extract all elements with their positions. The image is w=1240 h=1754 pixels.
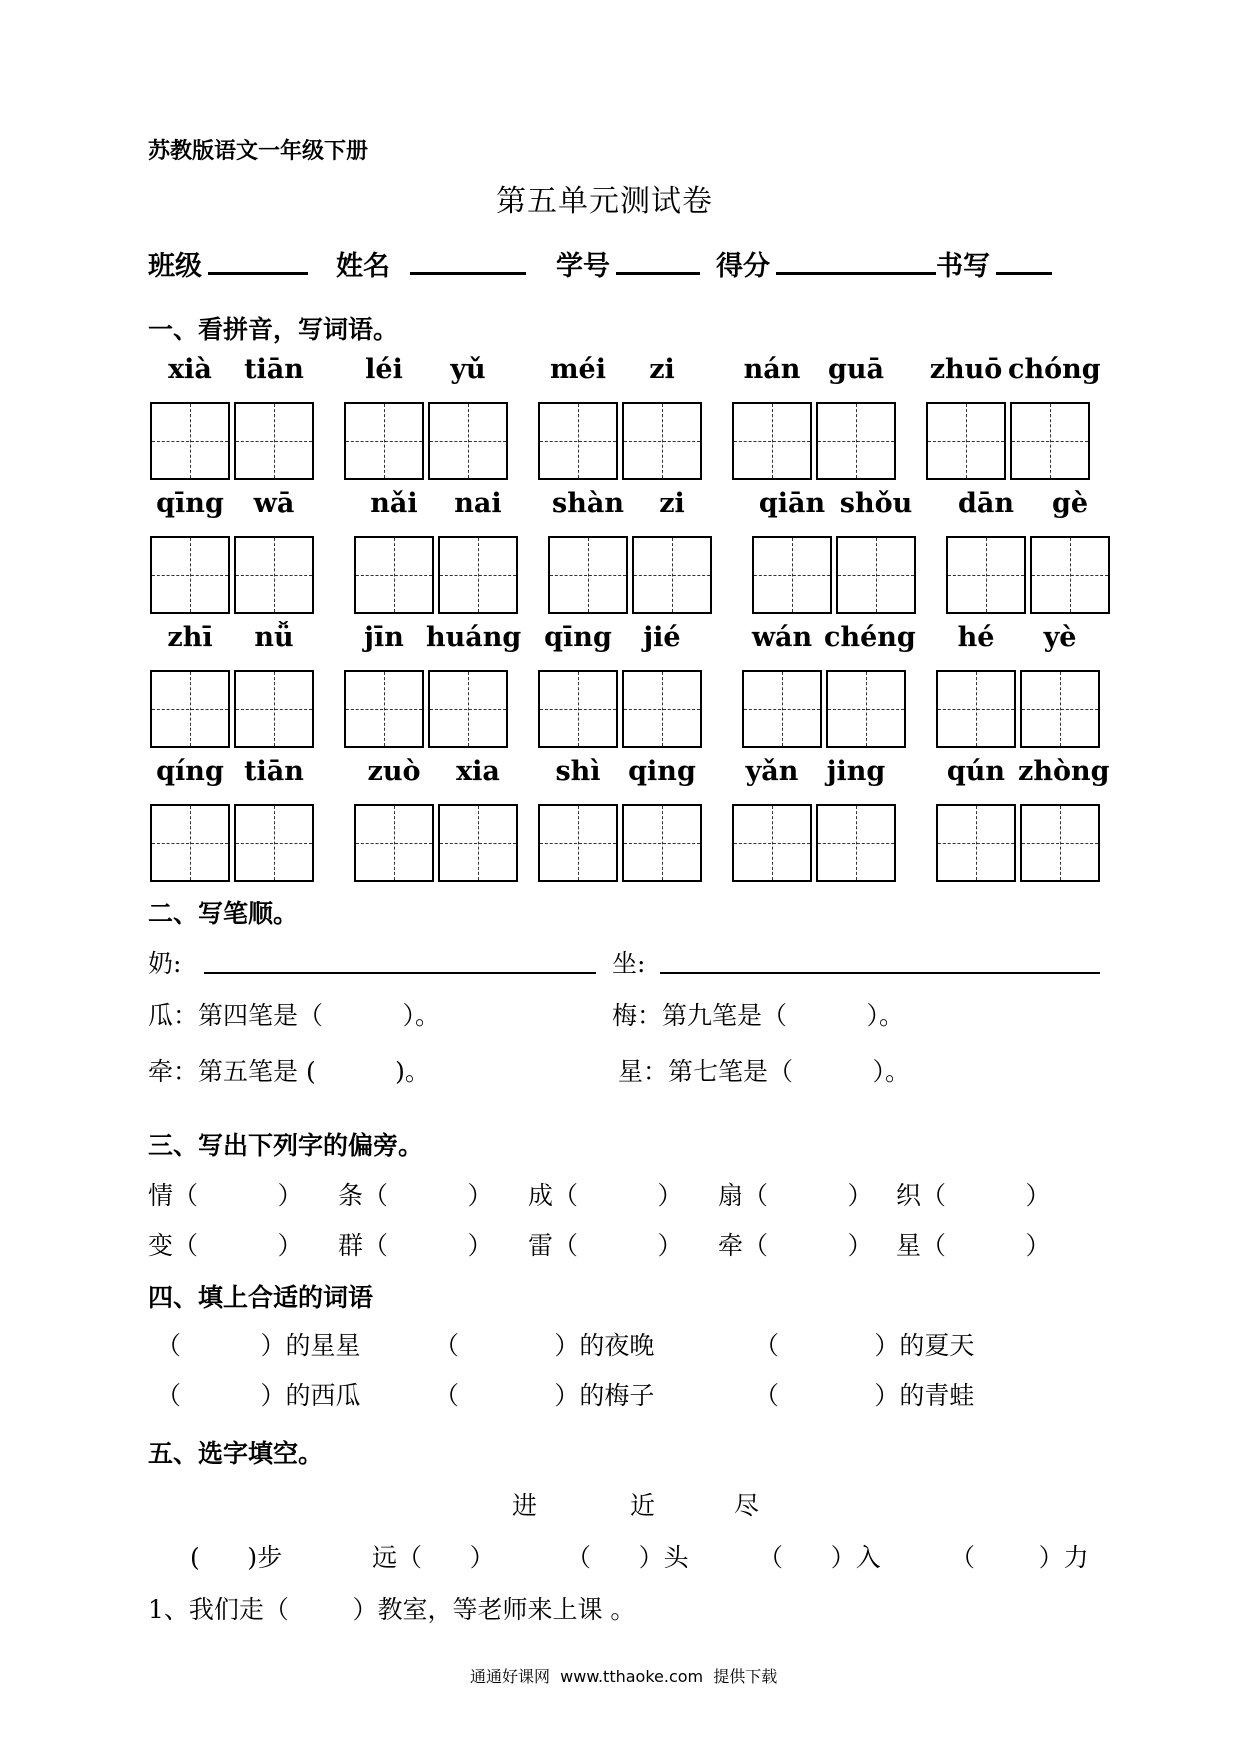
writing-box[interactable] [538,804,618,882]
writing-box[interactable] [936,670,1016,748]
section4-heading: 四、填上合适的词语 [148,1283,374,1312]
writing-box[interactable] [150,670,230,748]
radical-char: 群 [338,1231,364,1260]
writing-box[interactable] [150,804,230,882]
section5-heading: 五、选字填空。 [148,1439,324,1468]
writing-box[interactable] [548,536,628,614]
pinyin-label: léi [365,354,403,385]
pinyin-label: shǒu [839,488,913,519]
fill-item-li: （ ）力 [950,1543,1089,1572]
stroke-question-xing: 星：第七笔是（ ）。 [618,1057,910,1086]
phrase-word: 的梅子 [579,1381,655,1410]
page-title: 第五单元测试卷 [496,184,713,219]
radical-item [528,1226,682,1262]
pinyin-label: jīn [364,622,404,653]
pinyin-label: yǎn [745,756,799,787]
radical-blank[interactable]: （ ） [553,1231,683,1260]
radical-blank[interactable]: （ ） [743,1231,873,1260]
pinyin-label: jing [826,756,886,787]
writing-box[interactable] [622,804,702,882]
writing-box[interactable] [826,670,906,748]
pinyin-label: tiān [244,756,304,787]
radical-item [148,1176,302,1212]
radical-item [338,1176,492,1212]
radical-item [528,1176,682,1212]
radical-item [896,1176,1050,1212]
writing-box[interactable] [622,670,702,748]
pinyin-label: nán [743,354,801,385]
class-label: 班级 [148,251,202,282]
pinyin-label: dān [957,488,1014,519]
writing-box[interactable] [1030,536,1110,614]
score-blank[interactable] [776,272,936,275]
footer-credit: 通通好课网 www.tthaoke.com 提供下载 [470,1667,778,1686]
radical-char: 织 [896,1181,922,1210]
writing-box[interactable] [836,536,916,614]
fill-item-ru: （ ）入 [758,1543,881,1572]
radical-blank[interactable]: （ ） [921,1231,1051,1260]
phrase-word: 的青蛙 [899,1381,975,1410]
phrase-item [156,1326,360,1362]
pinyin-label: zi [659,488,685,519]
radical-blank[interactable]: （ ） [173,1231,303,1260]
radical-blank[interactable]: （ ） [363,1181,493,1210]
student-number-label: 学号 [556,251,610,282]
name-label: 姓名 [336,251,390,282]
radical-char: 情 [148,1181,174,1210]
writing-box[interactable] [538,402,618,480]
writing-box[interactable] [234,804,314,882]
pinyin-label: tiān [244,354,304,385]
phrase-blank[interactable]: （ ） [434,1381,580,1410]
writing-box[interactable] [438,804,518,882]
writing-box[interactable] [1010,402,1090,480]
radical-blank[interactable]: （ ） [173,1181,303,1210]
radical-item [718,1226,872,1262]
stroke-order-nai-label: 奶: [148,949,182,978]
radical-blank[interactable]: （ ） [363,1231,493,1260]
pinyin-label: zhuō [929,354,1003,385]
writing-box[interactable] [742,670,822,748]
radical-item [896,1226,1050,1262]
pinyin-label: méi [549,354,606,385]
writing-box[interactable] [150,536,230,614]
radical-char: 变 [148,1231,174,1260]
writing-box[interactable] [732,402,812,480]
pinyin-label: xià [168,354,212,385]
phrase-item [754,1376,974,1412]
stroke-order-zuo-blank[interactable] [660,972,1100,974]
fill-item-yuan: 远（ ） [372,1543,495,1572]
phrase-word: 的夜晚 [579,1331,655,1360]
writing-box[interactable] [622,402,702,480]
radical-blank[interactable]: （ ） [553,1181,683,1210]
pinyin-label: qing [628,756,696,787]
stroke-order-nai-blank[interactable] [204,972,596,974]
pinyin-label: qīng [544,622,612,653]
writing-box[interactable] [234,402,314,480]
section2-heading: 二、写笔顺。 [148,899,299,928]
phrase-item [434,1326,654,1362]
writing-box[interactable] [816,804,896,882]
writing-box[interactable] [428,402,508,480]
score-label: 得分 [716,251,770,282]
section3-heading: 三、写出下列字的偏旁。 [148,1131,424,1160]
phrase-item [754,1326,974,1362]
phrase-item [434,1376,654,1412]
student-number-blank[interactable] [616,272,700,275]
pinyin-label: shàn [552,488,624,519]
writing-box[interactable] [438,536,518,614]
phrase-blank[interactable]: （ ） [156,1331,286,1360]
pinyin-label: qīng [156,488,224,519]
choice-jin-near: 近 [630,1491,656,1520]
series-label: 苏教版语文一年级下册 [148,139,369,164]
writing-box[interactable] [428,670,508,748]
radical-blank[interactable]: （ ） [921,1181,1051,1210]
pinyin-label: shì [555,756,601,787]
pinyin-label: wán [751,622,813,653]
radical-item [338,1226,492,1262]
pinyin-label: chóng [1008,354,1101,385]
writing-box[interactable] [1020,670,1100,748]
pinyin-label: gè [1051,488,1089,519]
pinyin-label: zhī [167,622,213,653]
writing-box[interactable] [538,670,618,748]
phrase-blank[interactable]: （ ） [434,1331,580,1360]
writing-box[interactable] [234,536,314,614]
phrase-item [156,1376,360,1412]
pinyin-label: yè [1043,622,1077,653]
phrase-word: 的星星 [285,1331,361,1360]
writing-box[interactable] [354,536,434,614]
fill-sentence-1: 1、我们走（ ）教室，等老师来上课 。 [148,1595,636,1624]
phrase-blank[interactable]: （ ） [754,1331,900,1360]
stroke-question-gua: 瓜：第四笔是（ ）。 [148,1001,440,1030]
choice-jin-exhaust: 尽 [734,1491,760,1520]
pinyin-label: qíng [156,756,224,787]
writing-box[interactable] [150,402,230,480]
writing-box[interactable] [234,670,314,748]
writing-box[interactable] [926,402,1006,480]
pinyin-label: xia [456,756,500,787]
fill-item-tou: （ ）头 [566,1543,689,1572]
radical-char: 雷 [528,1231,554,1260]
phrase-blank[interactable]: （ ） [754,1381,900,1410]
section1-heading: 一、看拼音，写词语。 [148,315,399,344]
radical-char: 成 [528,1181,554,1210]
pinyin-label: qún [946,756,1006,787]
radical-blank[interactable]: （ ） [743,1181,873,1210]
radical-char: 牵 [718,1231,744,1260]
pinyin-label: yǔ [450,354,486,385]
writing-box[interactable] [732,804,812,882]
pinyin-label: hé [957,622,995,653]
stroke-question-mei: 梅：第九笔是（ ）。 [612,1001,904,1030]
radical-char: 星 [896,1231,922,1260]
handwriting-label: 书写 [936,251,990,282]
radical-char: 条 [338,1181,364,1210]
pinyin-label: nǎi [370,488,418,519]
choice-jin-advance: 进 [512,1491,538,1520]
class-blank[interactable] [208,272,308,275]
stroke-question-qian: 牵：第五笔是 ( )。 [148,1057,430,1086]
stroke-order-zuo-label: 坐: [612,949,646,978]
pinyin-label: zuò [367,756,421,787]
phrase-blank[interactable]: （ ） [156,1381,286,1410]
name-blank[interactable] [410,272,526,275]
radical-item [148,1226,302,1262]
handwriting-blank[interactable] [996,272,1052,275]
writing-box[interactable] [946,536,1026,614]
pinyin-label: chéng [824,622,916,653]
phrase-word: 的夏天 [899,1331,975,1360]
pinyin-label: jié [643,622,681,653]
pinyin-label: zhòng [1018,756,1110,787]
pinyin-label: nai [454,488,502,519]
pinyin-label: nǚ [254,622,294,653]
writing-box[interactable] [936,804,1016,882]
pinyin-label: zi [649,354,675,385]
radical-item [718,1176,872,1212]
pinyin-label: wā [253,488,295,519]
pinyin-label: huáng [426,622,522,653]
writing-box[interactable] [344,670,424,748]
writing-box[interactable] [816,402,896,480]
writing-box[interactable] [1020,804,1100,882]
pinyin-label: qiān [758,488,826,519]
fill-item-bu: ( )步 [190,1543,283,1572]
radical-char: 扇 [718,1181,744,1210]
writing-box[interactable] [354,804,434,882]
writing-box[interactable] [752,536,832,614]
writing-box[interactable] [632,536,712,614]
writing-box[interactable] [344,402,424,480]
phrase-word: 的西瓜 [285,1381,361,1410]
pinyin-label: guā [827,354,884,385]
